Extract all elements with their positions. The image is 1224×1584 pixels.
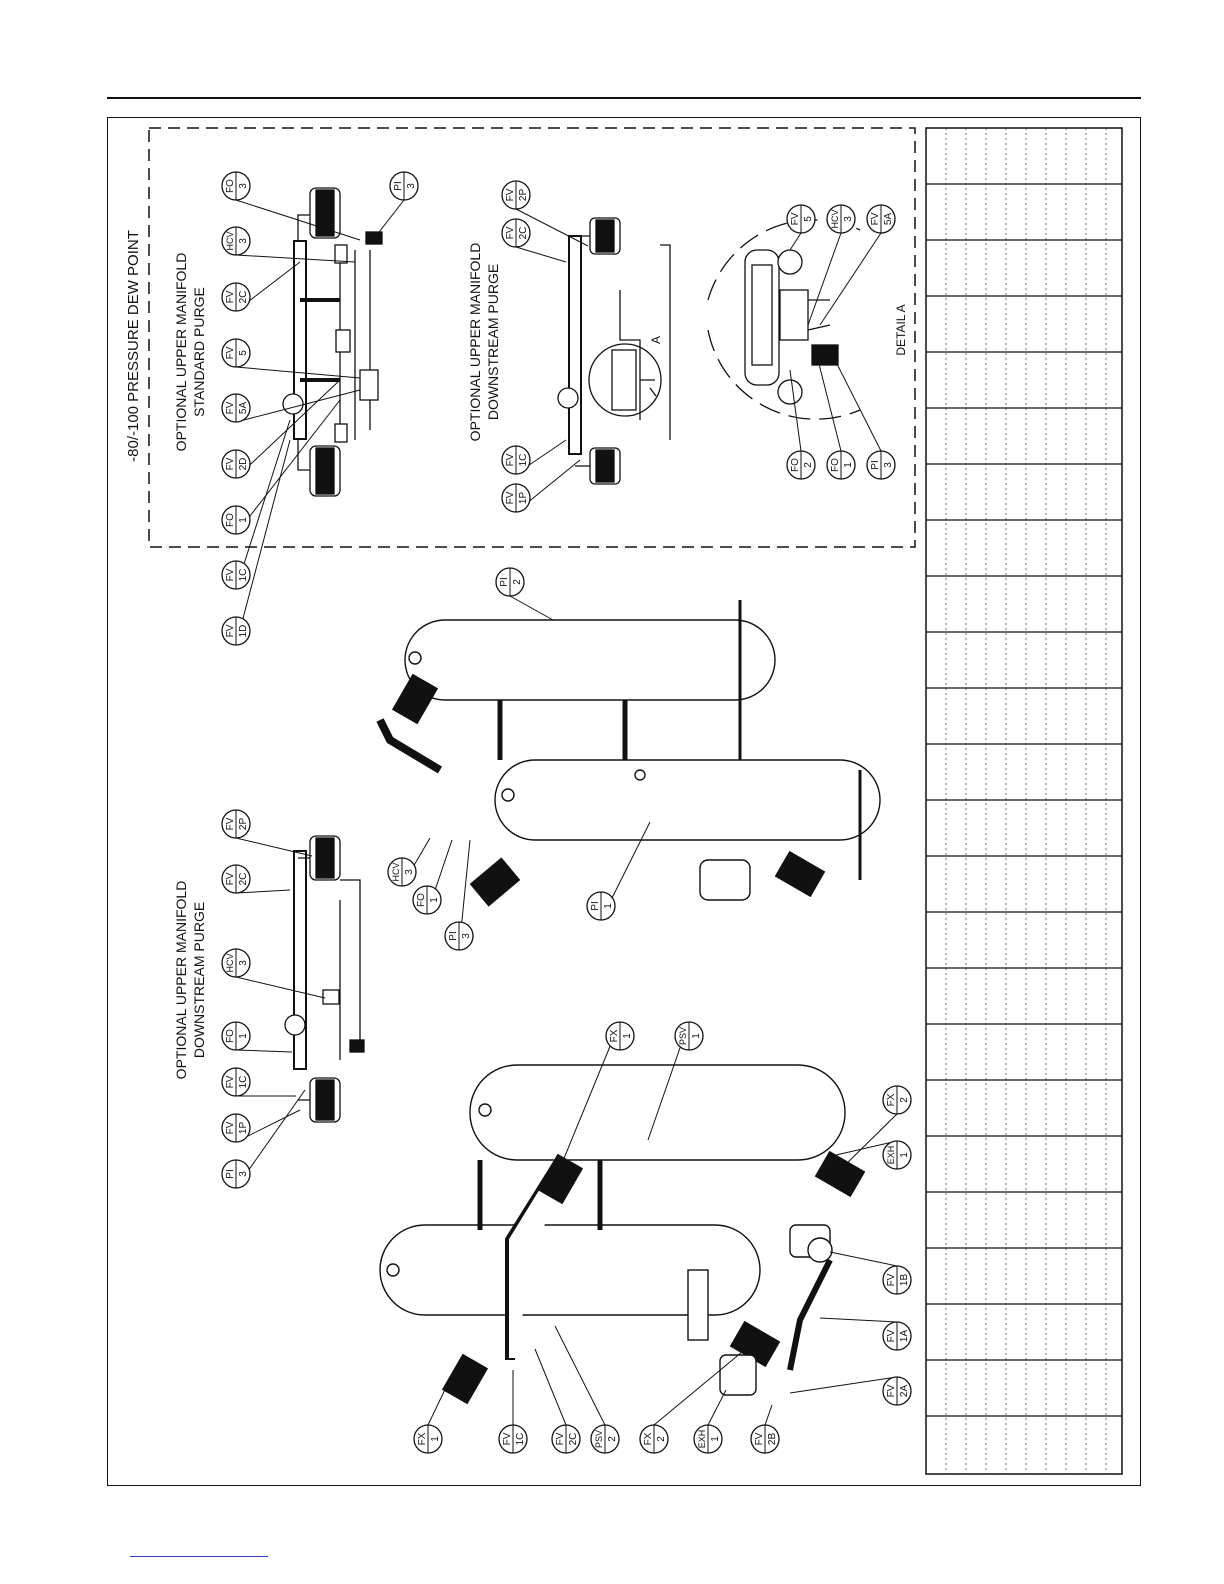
instrument-tag [390,172,418,200]
instrument-tag [222,283,250,311]
tag-number: 1C [518,453,529,467]
instrument-tag [883,1377,911,1405]
tag-type: FV [225,872,236,886]
tag-type: FO [416,893,427,907]
tag-type: FV [225,624,236,638]
instrument-tag [222,339,250,367]
section-title [125,230,142,462]
instrument-tag [222,227,250,255]
tag-number: 5 [803,216,814,222]
revision-grid [926,128,1122,1474]
tag-type: FO [225,513,236,527]
tag-type: PSV [594,1429,604,1449]
tag-number: 2 [656,1436,667,1442]
tag-type: HCV [225,231,235,251]
tag-number: 1C [238,568,249,582]
svg-text:OPTIONAL UPPER MANIFOLD: OPTIONAL UPPER MANIFOLD [173,880,189,1080]
tag-number: 5 [238,350,249,356]
tag-number: 1 [622,1033,633,1039]
vessel-pair-right [380,600,880,906]
leader-line [835,360,881,451]
instrument-tag [502,446,530,474]
detail-a-callout-letter [649,336,663,344]
instrument-tag [222,1068,250,1096]
instrument-tag [499,1425,527,1453]
instrument-tag [414,1425,442,1453]
tag-number: 3 [406,183,417,189]
tag-type: PI [870,460,881,470]
instrument-tag [222,810,250,838]
tag-type: FX [643,1432,654,1446]
leader-line [830,1252,897,1266]
tag-number: 2C [518,226,529,240]
tag-type: PI [448,931,459,941]
manifold-downstream-purge-upper [558,218,670,484]
leader-line [236,977,325,998]
tag-number: 1 [430,1436,441,1442]
tag-number: 2C [568,1432,579,1446]
tag-number: 1 [899,1152,910,1158]
instrument-tag [587,892,615,920]
instrument-tag [827,451,855,479]
tag-type: FV [505,226,516,240]
tag-type: FV [505,453,516,467]
instrument-tag [222,617,250,645]
instrument-tag [502,484,530,512]
leader-line [516,247,566,262]
svg-text:DOWNSTREAM PURGE: DOWNSTREAM PURGE [485,263,501,421]
instrument-tag [413,886,441,914]
svg-text:OPTIONAL UPPER MANIFOLD: OPTIONAL UPPER MANIFOLD [173,252,189,452]
tag-number: 3 [238,1171,249,1177]
instrument-tag [787,205,815,233]
tag-type: FV [754,1432,765,1446]
instrument-tag [496,568,524,596]
instrument-tag [883,1086,911,1114]
tag-number: 1 [238,1033,249,1039]
leader-line [790,233,801,250]
tag-type: FO [830,458,841,472]
tag-number: 3 [843,216,854,222]
manifold-downstream-purge-lower [285,836,364,1122]
tag-number: 1B [899,1273,910,1287]
instrument-tag [502,219,530,247]
instrument-tag [883,1266,911,1294]
tag-number: 2P [238,817,249,831]
leader-line [820,233,881,325]
leader-line [428,1379,450,1425]
instrument-tag [222,1114,250,1142]
tag-type: FV [225,290,236,304]
instrument-tag [591,1425,619,1453]
detail-a-view [708,220,860,419]
tag-type: EXH [886,1145,896,1165]
instrument-tag [827,205,855,233]
instrument-tag [883,1141,911,1169]
tag-number: 1P [518,491,529,505]
instrument-tag [222,394,250,422]
instrument-tag [222,1160,250,1188]
tag-type: FV [225,1121,236,1135]
tag-type: PSV [678,1026,688,1046]
tag-number: 1 [843,462,854,468]
instrument-tag [552,1425,580,1453]
leader-line [555,1326,605,1425]
instrument-tag [222,865,250,893]
svg-text:STANDARD PURGE: STANDARD PURGE [191,287,207,417]
instrument-tag [675,1022,703,1050]
tag-type: FV [555,1432,566,1446]
tag-number: 3 [238,183,249,189]
leader-line [376,200,404,236]
instrument-tag [388,858,416,886]
svg-text:DETAIL A: DETAIL A [894,304,908,356]
detail-a-title [894,304,908,355]
tag-number: 2C [238,872,249,886]
instrument-tag [640,1425,668,1453]
footer-link-underline [130,1556,268,1557]
tag-type: HCV [391,862,401,882]
view-title-standard [173,253,207,452]
leader-line [818,360,841,451]
view-title-downstream-upper [467,243,501,442]
instrument-tag [445,922,473,950]
tag-type: FV [870,212,881,226]
tag-number: 1C [238,1075,249,1089]
tag-number: 1D [238,624,249,638]
tag-number: 2 [512,579,523,585]
instrument-tag [502,181,530,209]
tag-number: 2P [518,188,529,202]
tag-number: 3 [238,238,249,244]
instrument-tag [867,205,895,233]
tag-number: 5A [883,212,894,226]
tag-type: FX [609,1029,620,1043]
svg-text:A: A [649,335,663,345]
instrument-tag [694,1425,722,1453]
tag-type: FV [505,491,516,505]
tag-type: FO [225,179,236,193]
instrument-tag [222,949,250,977]
tag-number: 2 [607,1436,618,1442]
tag-type: PI [225,1169,236,1179]
tag-number: 2 [803,462,814,468]
tag-type: FV [225,401,236,415]
leader-line [708,1390,726,1425]
leader-line [820,1318,897,1322]
instrument-tag [867,451,895,479]
instrument-tag [222,1022,250,1050]
tag-type: FV [505,188,516,202]
leader-line [808,233,841,325]
instrument-tag [222,450,250,478]
tag-type: FV [790,212,801,226]
tag-number: 2C [238,290,249,304]
tag-number: 3 [238,960,249,966]
instrument-tag [222,561,250,589]
tag-number: 1 [238,517,249,523]
tag-number: 3 [883,462,894,468]
tag-type: FV [502,1432,513,1446]
view-title-downstream-lower [173,881,207,1080]
tag-number: 2D [238,457,249,471]
tag-type: HCV [830,209,840,229]
leader-line [236,838,312,856]
section-title-text: -80/-100 PRESSURE DEW POINT [125,230,142,462]
tag-number: 2 [899,1097,910,1103]
tag-type: FV [886,1329,897,1343]
tag-type: FV [225,1075,236,1089]
tag-type: FV [886,1273,897,1287]
tag-type: FV [886,1384,897,1398]
tag-type: PI [393,181,404,191]
tag-type: PI [590,901,601,911]
tag-number: 1A [899,1329,910,1343]
instrument-tag [222,506,250,534]
tag-type: FO [790,458,801,472]
tag-type: PI [499,577,510,587]
leader-line [790,1377,897,1393]
tag-type: FV [225,568,236,582]
tag-number: 1 [691,1033,702,1039]
svg-text:DOWNSTREAM PURGE: DOWNSTREAM PURGE [191,901,207,1059]
tag-type: FV [225,457,236,471]
tag-number: 1C [515,1432,526,1446]
tag-type: FV [225,346,236,360]
leader-line [510,596,553,620]
tag-type: HCV [225,953,235,973]
tag-type: FO [225,1029,236,1043]
leader-line [236,1050,292,1052]
tag-number: 3 [461,933,472,939]
instrument-tag [606,1022,634,1050]
tag-number: 3 [404,869,415,875]
tag-type: FV [225,817,236,831]
instrument-tag [883,1322,911,1350]
tag-number: 2A [899,1384,910,1398]
leader-line [535,1349,566,1425]
tag-number: 1P [238,1121,249,1135]
tag-number: 2B [767,1432,778,1446]
tag-number: 1 [603,903,614,909]
instrument-tag [751,1425,779,1453]
tag-number: 1 [429,897,440,903]
tag-type: FX [886,1093,897,1107]
svg-text:OPTIONAL UPPER MANIFOLD: OPTIONAL UPPER MANIFOLD [467,242,483,442]
instrument-tag [222,172,250,200]
vessel-pair-left [380,1065,864,1403]
manifold-standard-purge [283,188,382,496]
leader-line [765,1405,772,1425]
instrument-tag [787,451,815,479]
tag-type: FX [417,1432,428,1446]
tag-type: EXH [697,1429,707,1449]
tag-number: 1 [710,1436,721,1442]
tag-number: 5A [238,401,249,415]
